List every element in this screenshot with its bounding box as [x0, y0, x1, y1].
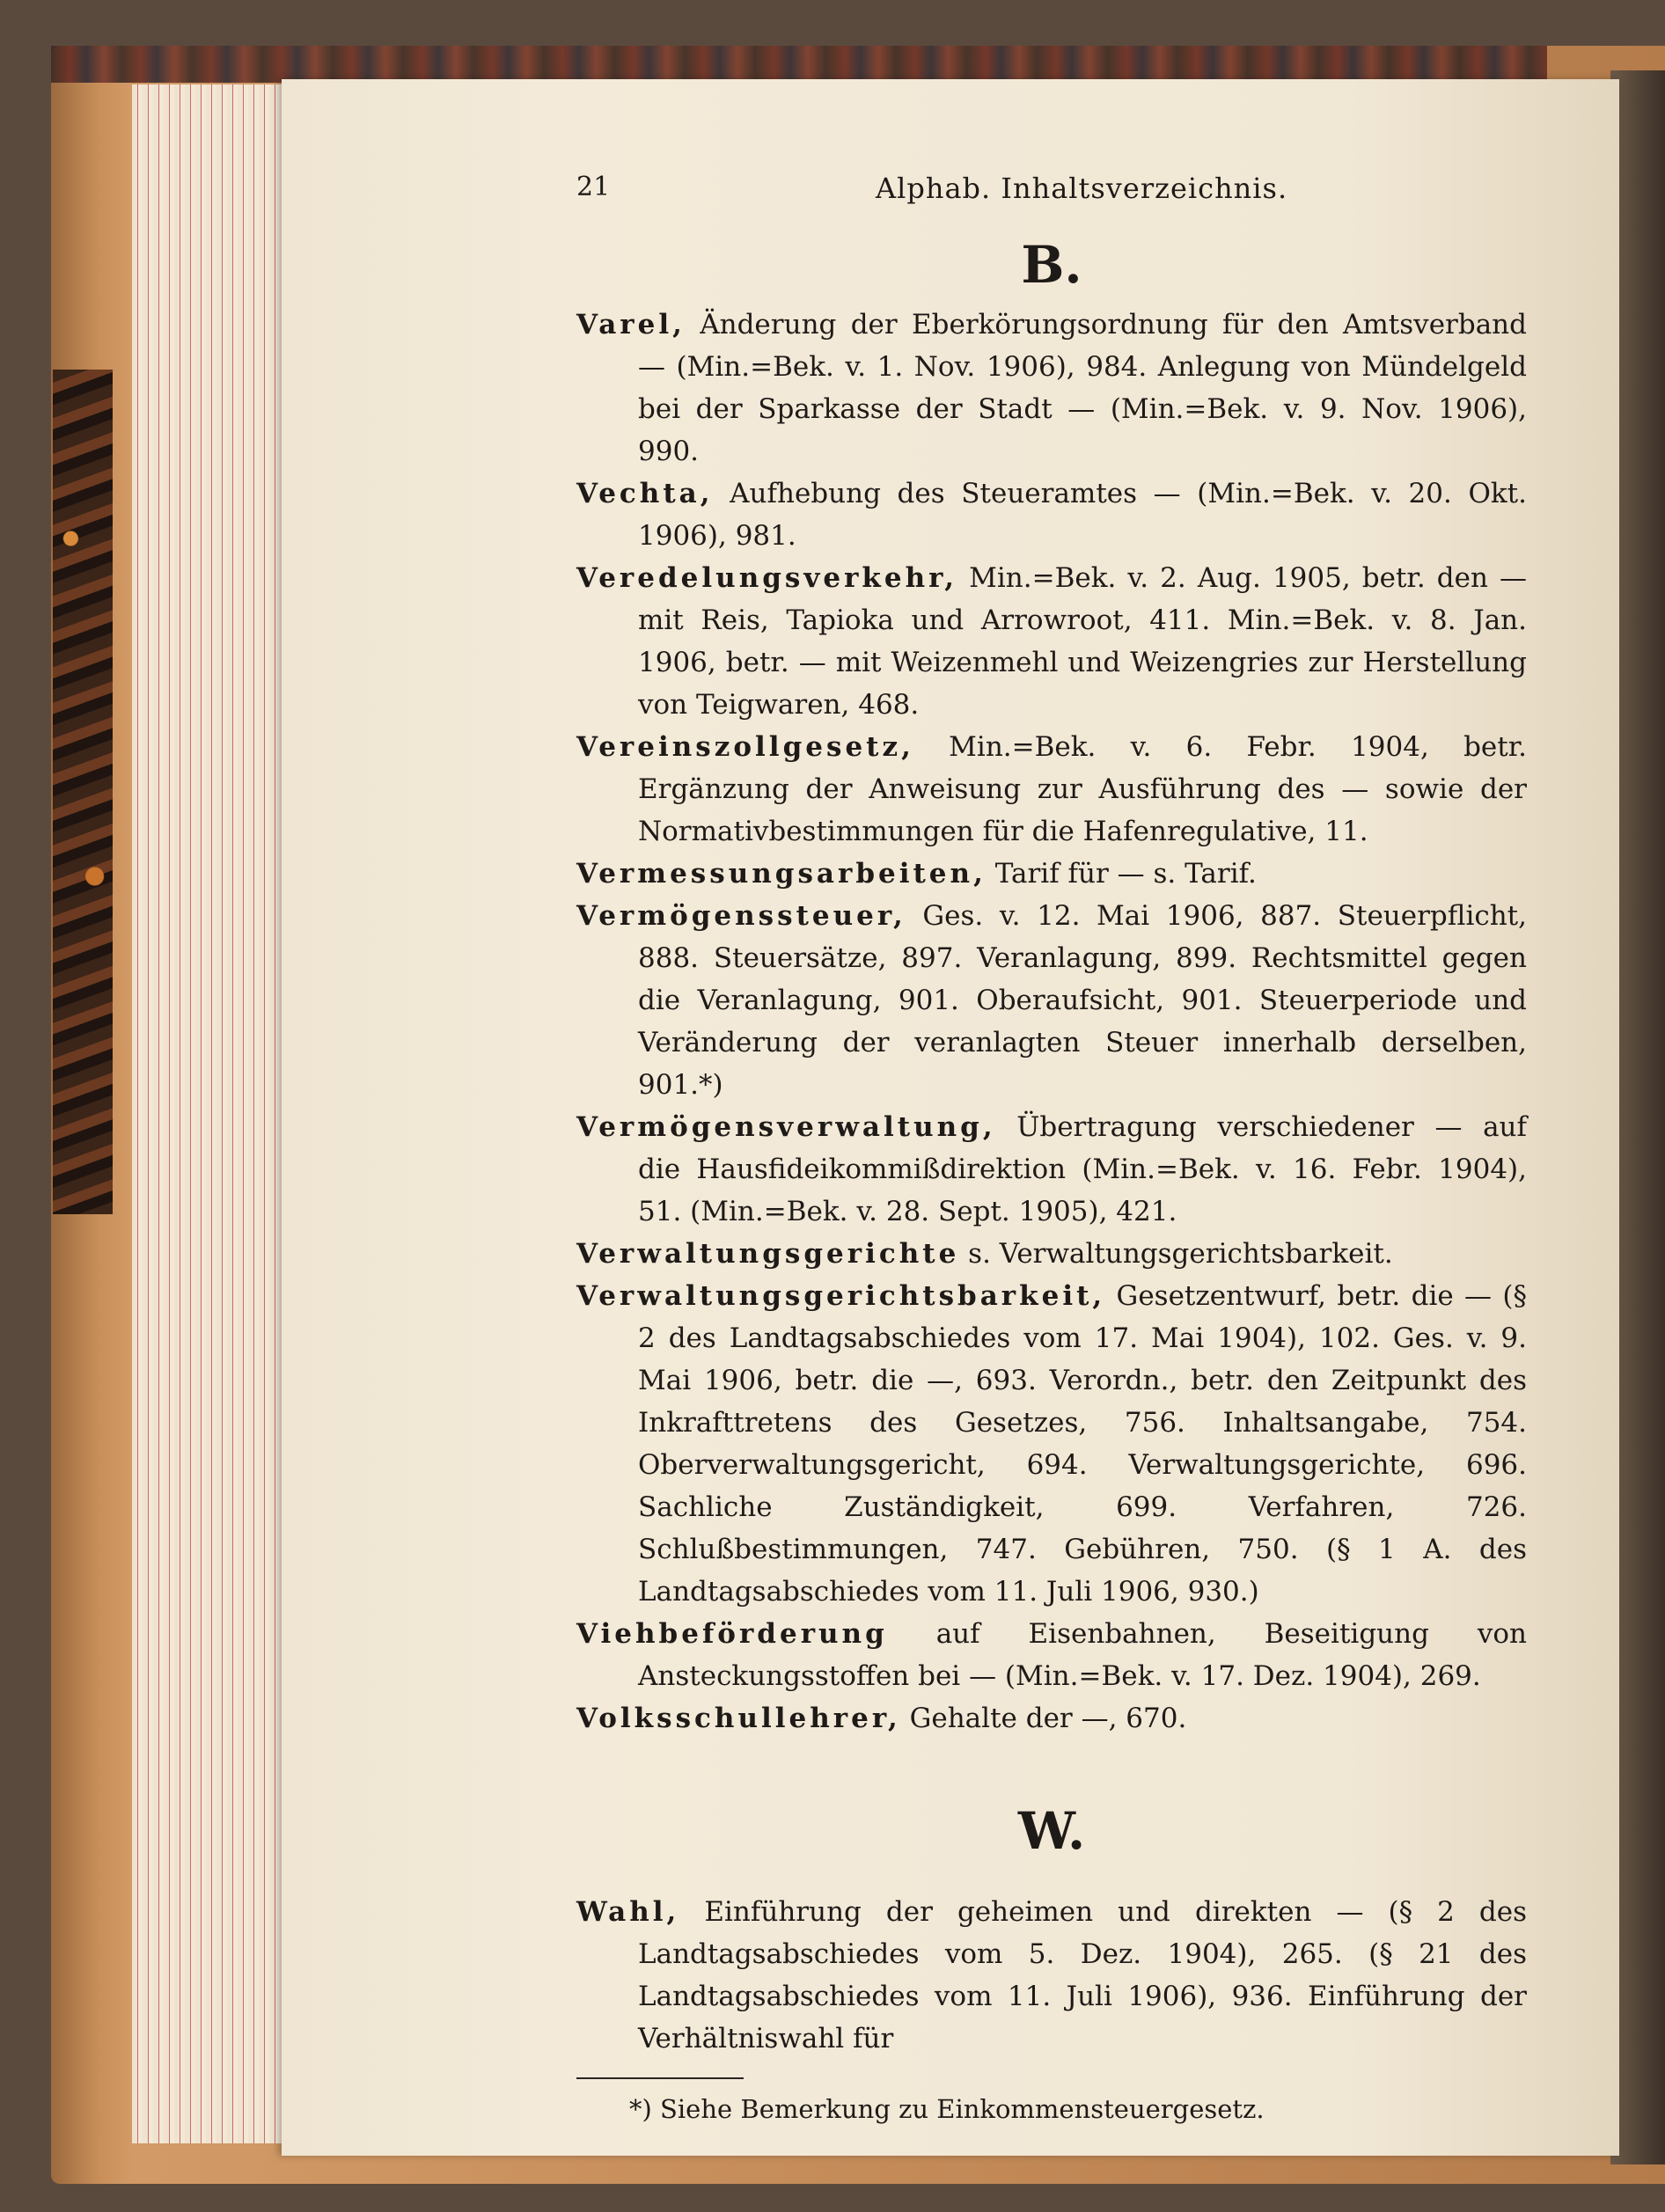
index-entry: Vechta, Aufhebung des Steueramtes — (Min.=Bek. v. 20. Okt. 1906), 981. [576, 478, 1527, 552]
page-content [576, 172, 1527, 2127]
book-spine-band [51, 46, 1547, 83]
running-title: Alphab. Inhaltsverzeichnis. [876, 172, 1288, 205]
index-entry: Veredelungsverkehr, Min.=Bek. v. 2. Aug. 1905, betr. den — mit Reis, Tapioka und Arrowroot, 411. Min.=Bek. v. 8. Jan. 1906, betr. — mit Weizenmehl und Weizengries zur Herstellung von Teigwaren, 468. [576, 562, 1527, 721]
section-letter: W. [1017, 1801, 1086, 1861]
index-entry: Verwaltungsgerichtsbarkeit, Gesetzentwurf, betr. die — (§ 2 des Landtagsabschiedes vom 17. Mai 1904), 102. Ges. v. 9. Mai 1906, betr. die —, 693. Verordn., betr. den Zeitpunkt des Inkrafttretens des Gesetzes, 756. Inhaltsangabe, 754. Oberverwaltungsgericht, 694. Verwaltungsgerichte, 696. Sachliche Zuständigkeit, 699. Verfahren, 726. Schlußbestimmungen, 747. Gebühren, 750. (§ 1 A. des Landtagsabschiedes vom 11. Juli 1906, 930.) [576, 1280, 1527, 1608]
index-entry: Vermögenssteuer, Ges. v. 12. Mai 1906, 887. Steuerpflicht, 888. Steuersätze, 897. Veranlagung, 899. Rechtsmittel gegen die Veranlagung, 901. Oberaufsicht, 901. Steuerperiode und Veränderung der veranlagten Steuer innerhalb derselben, 901.*) [576, 900, 1527, 1101]
index-entry: Varel, Änderung der Eberkörungsordnung für den Amtsverband — (Min.=Bek. v. 1. Nov. 1906), 984. Anlegung von Mündelgeld bei der Sparkasse der Stadt — (Min.=Bek. v. 9. Nov. 1906), 990. [576, 309, 1527, 467]
index-entry: Volksschullehrer, Gehalte der —, 670. [576, 1703, 1187, 1734]
marbled-cover-edge [53, 370, 113, 1214]
section-b [576, 235, 1527, 1740]
page-number: 21 [576, 172, 611, 202]
page-stack-edge [132, 84, 290, 2143]
footnote: *) Siehe Bemerkung zu Einkommensteuergesetz. [629, 2094, 1265, 2124]
index-entry: Vereinszollgesetz, Min.=Bek. v. 6. Febr. 1904, betr. Ergänzung der Anweisung zur Ausführung des — sowie der Normativbestimmungen für die Hafenregulative, 11. [576, 731, 1527, 847]
footnote-rule [576, 2077, 744, 2079]
index-entry: Verwaltungsgerichte s. Verwaltungsgerichtsbarkeit. [576, 1238, 1393, 1270]
index-entry: Vermessungsarbeiten, Tarif für — s. Tarif. [576, 858, 1257, 890]
index-entry: Viehbeförderung auf Eisenbahnen, Beseitigung von Ansteckungsstoffen bei — (Min.=Bek. v. 17. Dez. 1904), 269. [576, 1618, 1527, 1692]
index-entry: Vermögensverwaltung, Übertragung verschiedener — auf die Hausfideikommißdirektion (Min.=Bek. v. 16. Febr. 1904), 51. (Min.=Bek. v. 28. Sept. 1905), 421. [576, 1111, 1527, 1227]
running-head [576, 172, 1527, 224]
section-letter: B. [1021, 235, 1082, 295]
section-w [576, 1801, 1527, 2060]
index-entry: Wahl, Einführung der geheimen und direkten — (§ 2 des Landtagsabschiedes vom 5. Dez. 1904), 265. (§ 21 des Landtagsabschiedes vom 11. Juli 1906), 936. Einführung der Verhältniswahl für [576, 1896, 1527, 2055]
